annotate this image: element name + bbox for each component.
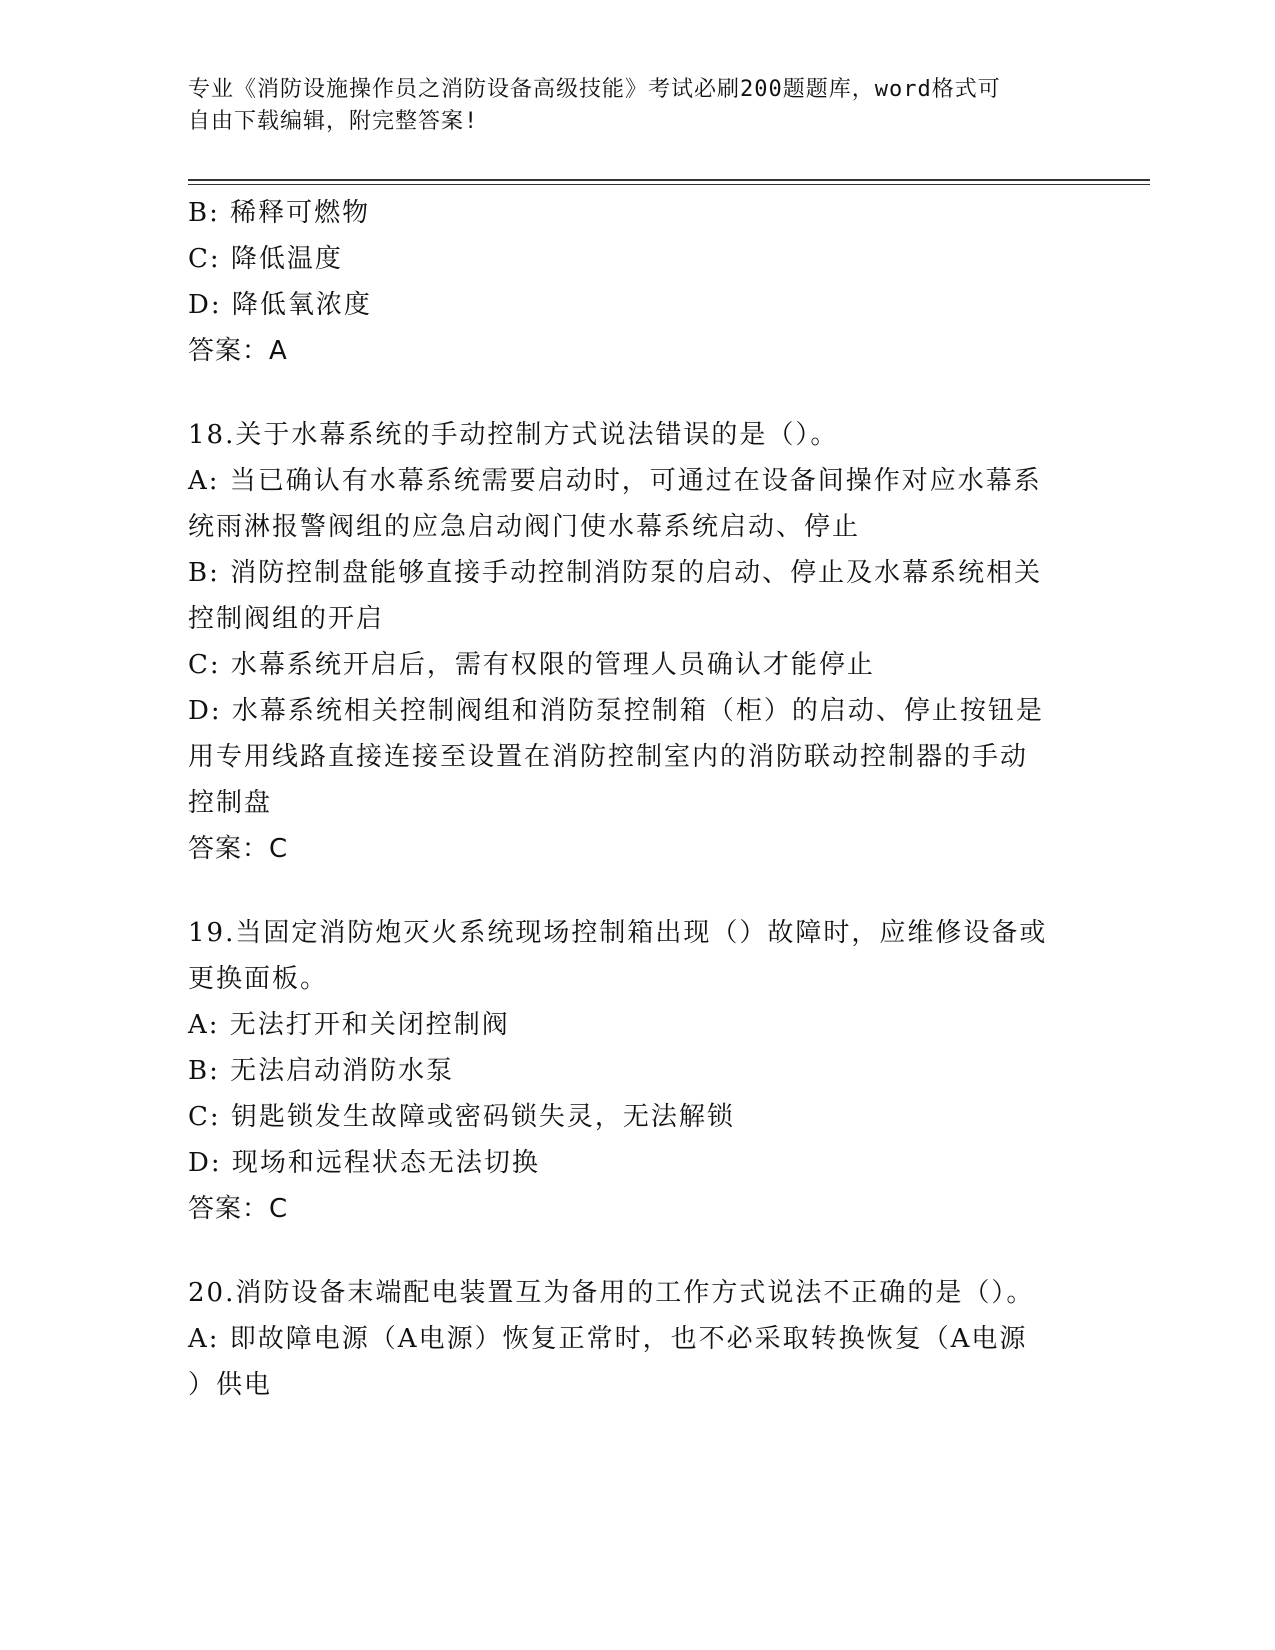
option-c: C: 降低温度: [188, 244, 343, 274]
option-c: C: 水幕系统开启后，需有权限的管理人员确认才能停止: [188, 650, 875, 680]
option-b: B: 无法启动消防水泵: [188, 1056, 455, 1086]
option-d: D: 降低氧浓度: [188, 290, 372, 320]
header-divider-thin: [188, 184, 1150, 185]
question-18: [188, 412, 1088, 872]
answer: 答案：C: [188, 834, 289, 864]
answer: 答案：C: [188, 1194, 289, 1224]
document-header: [188, 74, 1068, 138]
option-a-line-2: 统雨淋报警阀组的应急启动阀门使水幕系统启动、停止: [188, 512, 861, 542]
option-a-line-1: A: 即故障电源（A电源）恢复正常时，也不必采取转换恢复（A电源: [188, 1324, 1028, 1354]
question-stem: 18.关于水幕系统的手动控制方式说法错误的是（）。: [188, 420, 839, 450]
question-list: [188, 190, 1088, 1408]
header-line-1: 专业《消防设施操作员之消防设备高级技能》考试必刷200题题库，word格式可: [188, 77, 1001, 102]
question-stem-line-2: 更换面板。: [188, 964, 329, 994]
option-b: B: 稀释可燃物: [188, 198, 371, 228]
option-d-line-2: 用专用线路直接连接至设置在消防控制室内的消防联动控制器的手动: [188, 742, 1029, 772]
option-d-line-3: 控制盘: [188, 788, 273, 818]
answer: 答案：A: [188, 336, 288, 366]
question-17-tail: [188, 190, 1088, 374]
option-b-line-2: 控制阀组的开启: [188, 604, 385, 634]
option-a-line-1: A: 当已确认有水幕系统需要启动时，可通过在设备间操作对应水幕系: [188, 466, 1042, 496]
header-divider-thick: [188, 179, 1150, 181]
question-stem: 20.消防设备末端配电装置互为备用的工作方式说法不正确的是（）。: [188, 1278, 1035, 1308]
question-20: [188, 1270, 1088, 1408]
option-b-line-1: B: 消防控制盘能够直接手动控制消防泵的启动、停止及水幕系统相关: [188, 558, 1043, 588]
header-line-2: 自由下载编辑，附完整答案!: [188, 109, 479, 134]
option-d: D: 现场和远程状态无法切换: [188, 1148, 540, 1178]
option-c: C: 钥匙锁发生故障或密码锁失灵，无法解锁: [188, 1102, 735, 1132]
question-stem-line-1: 19.当固定消防炮灭火系统现场控制箱出现（）故障时，应维修设备或: [188, 918, 1048, 948]
option-a: A: 无法打开和关闭控制阀: [188, 1010, 510, 1040]
question-19: [188, 910, 1088, 1232]
option-a-line-2: ）供电: [188, 1370, 273, 1400]
option-d-line-1: D: 水幕系统相关控制阀组和消防泵控制箱（柜）的启动、停止按钮是: [188, 696, 1044, 726]
